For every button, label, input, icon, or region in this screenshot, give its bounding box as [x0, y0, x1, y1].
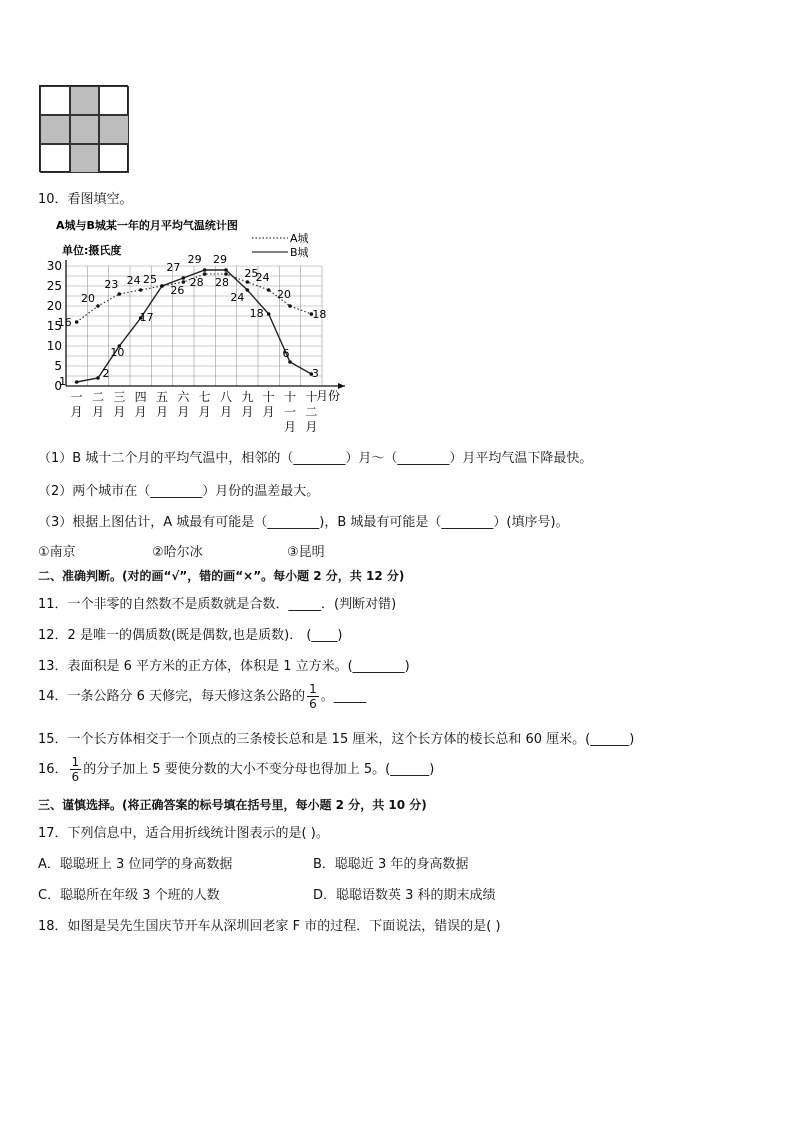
x-axis-label: 月份: [316, 389, 341, 403]
x-tick-label: 月: [241, 405, 254, 419]
x-tick-label: 六: [177, 390, 190, 404]
series-a-data-label: 18: [312, 308, 327, 321]
y-tick-label: 15: [46, 319, 62, 333]
q10-part3: （3）根据上图估计，A 城最有可能是（________)，B 城最有可能是（________）(填序号)。: [38, 515, 569, 530]
option-3: ③昆明: [287, 545, 325, 560]
choice-17c: C．聪聪所在年级 3 个班的人数: [38, 888, 220, 903]
grid-cell: [99, 144, 129, 173]
x-tick-label: 十: [262, 390, 275, 404]
x-tick-label: 一: [283, 405, 297, 419]
fraction-denominator: 6: [309, 697, 317, 711]
series-a-point: [267, 288, 271, 292]
legend-b-label: B城: [290, 246, 309, 259]
x-tick-label: 月: [70, 405, 83, 419]
series-b-point: [75, 380, 79, 384]
choice-17d: D．聪聪语数英 3 科的期末成绩: [313, 888, 496, 903]
series-b-data-label: 10: [110, 346, 125, 359]
series-a-data-label: 23: [104, 278, 119, 291]
series-b-point: [160, 284, 164, 288]
y-tick-label: 20: [46, 299, 62, 313]
grid-cell-shaded: [99, 115, 129, 144]
x-tick-label: 月: [262, 405, 275, 419]
option-2: ②哈尔冰: [152, 545, 203, 560]
chart-title: A城与B城某一年的月平均气温统计图: [56, 219, 238, 232]
x-tick-label: 五: [155, 390, 169, 404]
temperature-line-chart: [30, 212, 360, 438]
choice-17a: A．聪聪班上 3 位同学的身高数据: [38, 857, 233, 872]
series-a-data-label: 16: [57, 316, 72, 329]
grid-cell: [40, 86, 70, 115]
x-tick-label: 月: [177, 405, 190, 419]
question-16-text: 的分子加上 5 要使分数的大小不变分母也得加上 5。(______): [83, 762, 435, 777]
series-b-point: [267, 312, 271, 316]
grid-figure: [39, 85, 128, 172]
series-a-point: [288, 304, 292, 308]
q10-title: 10．看图填空。: [38, 192, 133, 207]
series-a-point: [246, 280, 250, 284]
legend-a-label: A城: [290, 232, 309, 245]
y-tick-label: 10: [46, 339, 62, 353]
x-tick-label: 月: [91, 405, 105, 419]
x-tick-label: 七: [198, 390, 211, 404]
x-tick-label: 月: [198, 405, 211, 419]
series-b-data-label: 17: [139, 311, 154, 324]
series-b-data-label: 24: [230, 291, 245, 304]
x-tick-label: 月: [305, 420, 318, 434]
question-11: 11．一个非零的自然数不是质数就是合数．_____．(判断对错): [38, 597, 397, 612]
grid-cell-shaded: [40, 115, 70, 144]
x-tick-label: 九: [241, 390, 254, 404]
fraction: [307, 682, 319, 711]
choice-17b: B．聪聪近 3 年的身高数据: [313, 857, 469, 872]
series-b-point: [246, 288, 250, 292]
q10-part2: （2）两个城市在（________）月份的温差最大。: [38, 484, 320, 499]
series-b-point: [224, 268, 228, 272]
series-b-data-label: 29: [187, 253, 202, 266]
series-a-data-label: 24: [255, 271, 270, 284]
chart-unit-label: 单位:摄氏度: [62, 244, 122, 257]
series-a-data-label: 24: [126, 274, 141, 287]
x-tick-label: 月: [219, 405, 233, 419]
y-tick-label: 5: [54, 359, 62, 373]
series-b-data-label: 3: [311, 367, 319, 380]
question-12: 12．2 是唯一的偶质数(既是偶数,也是质数)． (____): [38, 628, 343, 643]
series-a-data-label: 28: [189, 276, 204, 289]
series-b-point: [288, 360, 292, 364]
section3-heading: 三、谨慎选择。(将正确答案的标号填在括号里，每小题 2 分，共 10 分): [38, 798, 427, 812]
series-b-point: [182, 276, 186, 280]
series-b-data-label: 29: [213, 253, 227, 266]
series-b-data-label: 27: [166, 261, 181, 274]
question-16-number: 16．: [38, 762, 68, 777]
question-17: 17．下列信息中，适合用折线统计图表示的是( )。: [38, 826, 329, 841]
series-b-data-label: 18: [249, 307, 264, 320]
series-a-data-label: 28: [215, 276, 229, 289]
y-tick-label: 0: [54, 379, 62, 393]
question-18: 18．如图是吴先生国庆节开车从深圳回老家 F 市的过程．下面说法，错误的是( ): [38, 919, 501, 934]
x-tick-label: 十: [305, 390, 318, 404]
x-tick-label: 月: [155, 405, 169, 419]
series-b-point: [203, 268, 207, 272]
x-axis-arrow: [338, 383, 345, 389]
series-b-data-label: 2: [102, 367, 110, 380]
x-tick-label: 月: [113, 405, 126, 419]
x-tick-label: 三: [113, 390, 126, 404]
x-tick-label: 十: [283, 390, 297, 404]
series-b-point: [96, 376, 100, 380]
grid-cell-shaded: [70, 115, 100, 144]
question-14-tail: 。_____: [320, 689, 367, 704]
question-14-text: 14．一条公路分 6 天修完，每天修这条公路的: [38, 689, 306, 704]
series-a-point: [118, 292, 122, 296]
series-b-data-label: 25: [143, 273, 157, 286]
fraction-denominator: 6: [71, 770, 80, 784]
series-a-data-label: 20: [277, 288, 291, 301]
y-tick-label: 30: [46, 259, 62, 273]
fraction: [70, 755, 82, 784]
series-a-point: [96, 304, 100, 308]
series-a-data-label: 25: [244, 267, 259, 280]
fraction-numerator: 1: [309, 682, 317, 696]
question-15: 15．一个长方体相交于一个顶点的三条棱长总和是 15 厘米，这个长方体的棱长总和 60 厘米。(______): [38, 732, 635, 747]
grid-cell: [99, 86, 129, 115]
series-b-data-label: 1: [59, 375, 67, 388]
x-tick-label: 月: [134, 405, 147, 419]
question-13: 13．表面积是 6 平方米的正方体，体积是 1 立方米。(________): [38, 659, 410, 674]
series-a-data-label: 26: [170, 284, 185, 297]
x-tick-label: 月: [283, 420, 297, 434]
option-1: ①南京: [38, 545, 76, 560]
q10-part1: （1）B 城十二个月的平均气温中，相邻的（________）月～（________）月平均气温下降最快。: [38, 451, 593, 466]
series-b-data-label: 6: [282, 347, 290, 360]
question-16: [38, 755, 434, 784]
grid-cell: [40, 144, 70, 173]
x-tick-label: 二: [91, 390, 105, 404]
fraction-numerator: 1: [71, 755, 80, 769]
x-tick-label: 一: [70, 390, 83, 404]
grid-cell-shaded: [70, 144, 100, 173]
series-a-point: [75, 320, 79, 324]
y-tick-label: 25: [46, 279, 62, 293]
section2-heading: 二、准确判断。(对的画“√”，错的画“×”。每小题 2 分，共 12 分): [38, 569, 405, 583]
grid-cell-shaded: [70, 86, 100, 115]
series-a-point: [139, 288, 143, 292]
x-tick-label: 四: [134, 390, 147, 404]
x-tick-label: 八: [219, 390, 233, 404]
series-a-data-label: 20: [81, 292, 95, 305]
question-14: [38, 682, 366, 711]
x-tick-label: 二: [305, 405, 318, 419]
